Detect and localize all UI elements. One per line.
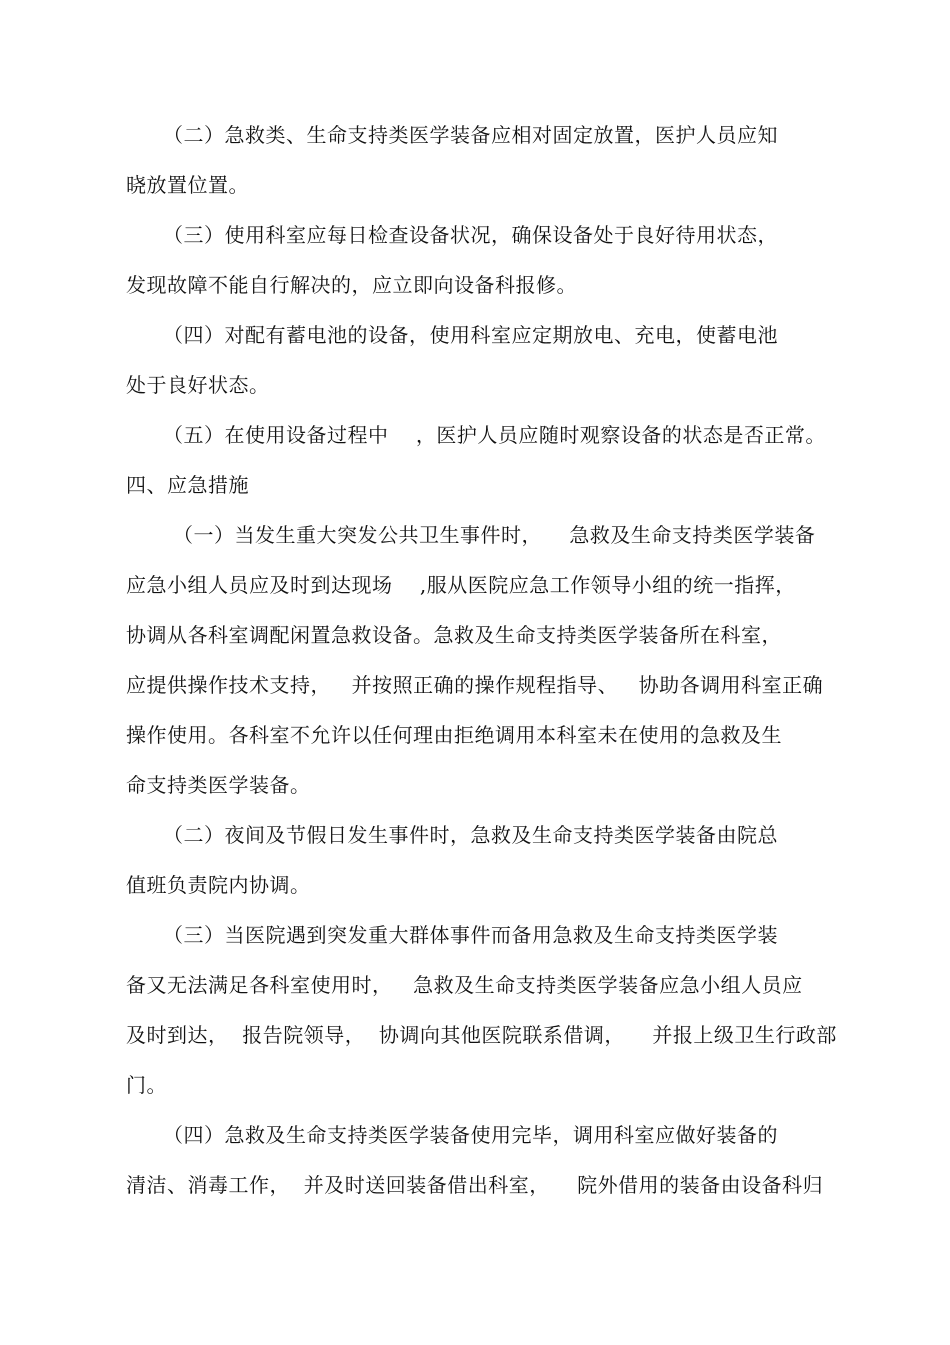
text-line: （二）夜间及节假日发生事件时，急救及生命支持类医学装备由院总 <box>163 823 778 847</box>
text-line: （三）使用科室应每日检查设备状况，确保设备处于良好待用状态， <box>163 223 778 247</box>
text-line: （三）当医院遇到突发重大群体事件而备用急救及生命支持类医学装 <box>163 923 778 947</box>
text-line: 操作使用。各科室不允许以任何理由拒绝调用本科室未在使用的急救及生 <box>126 723 782 747</box>
text-line: 清洁、消毒工作， 并及时送回装备借出科室， 院外借用的装备由设备科归 <box>126 1173 824 1197</box>
text-line: （二）急救类、生命支持类医学装备应相对固定放置，医护人员应知 <box>163 123 778 147</box>
section-heading: 四、应急措施 <box>126 473 249 497</box>
text-line: 协调从各科室调配闲置急救设备。急救及生命支持类医学装备所在科室， <box>126 623 782 647</box>
text-line: 发现故障不能自行解决的，应立即向设备科报修。 <box>126 273 577 297</box>
text-line: 晓放置位置。 <box>126 173 249 197</box>
text-line: 应提供操作技术支持， 并按照正确的操作规程指导、 协助各调用科室正确 <box>126 673 824 697</box>
text-line: （一）当发生重大突发公共卫生事件时， 急救及生命支持类医学装备 <box>173 523 816 547</box>
text-line: 值班负责院内协调。 <box>126 873 311 897</box>
text-line: 处于良好状态。 <box>126 373 270 397</box>
text-line: 及时到达， 报告院领导， 协调向其他医院联系借调， 并报上级卫生行政部 <box>126 1023 837 1047</box>
text-line: 命支持类医学装备。 <box>126 773 311 797</box>
text-line: （五）在使用设备过程中 ，医护人员应随时观察设备的状态是否正常。 <box>163 423 826 447</box>
text-line: （四）对配有蓄电池的设备，使用科室应定期放电、充电，使蓄电池 <box>163 323 778 347</box>
text-line: 备又无法满足各科室使用时， 急救及生命支持类医学装备应急小组人员应 <box>126 973 803 997</box>
text-line: 门。 <box>126 1073 167 1097</box>
text-line: （四）急救及生命支持类医学装备使用完毕，调用科室应做好装备的 <box>163 1123 778 1147</box>
text-line: 应急小组人员应及时到达现场 ,服从医院应急工作领导小组的统一指挥， <box>126 573 796 597</box>
